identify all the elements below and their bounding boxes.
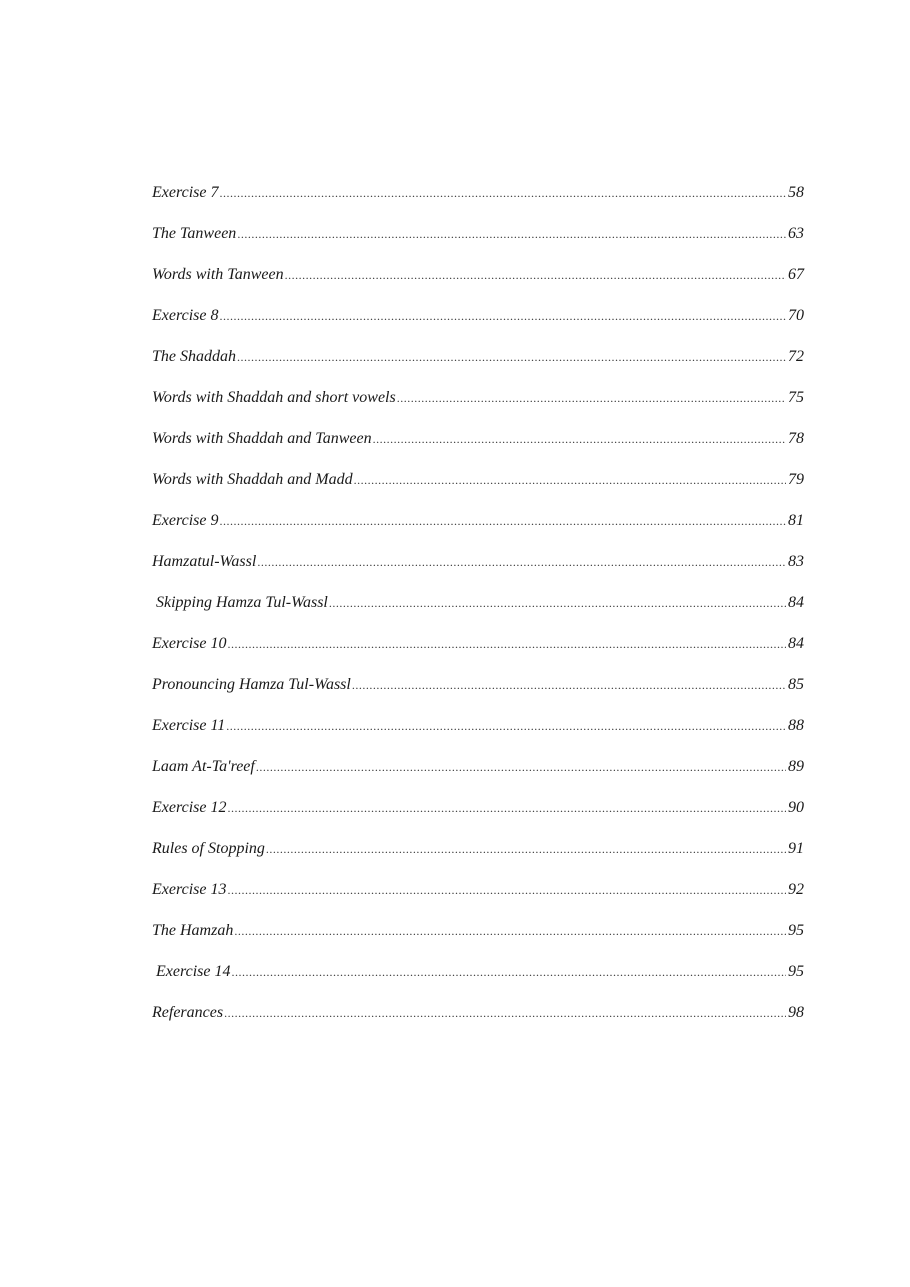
toc-entry-page: 70 (788, 307, 804, 324)
toc-dot-leader (227, 878, 786, 902)
toc-dot-leader (285, 263, 786, 287)
toc-entry-title: Exercise 7 (152, 184, 219, 201)
toc-entry-page: 95 (788, 963, 804, 980)
toc-entry[interactable] (152, 345, 804, 386)
toc-entry[interactable] (152, 386, 804, 427)
toc-dot-leader (231, 960, 786, 984)
toc-entry-page: 79 (788, 471, 804, 488)
toc-dot-leader (219, 181, 786, 205)
toc-entry-title: Referances (152, 1004, 224, 1021)
toc-entry[interactable] (152, 427, 804, 468)
toc-entry-page: 92 (788, 881, 804, 898)
toc-entry-page: 85 (788, 676, 804, 693)
toc-dot-leader (266, 837, 786, 861)
toc-entry[interactable] (152, 673, 804, 714)
toc-dot-leader (256, 755, 786, 779)
toc-entry[interactable] (152, 755, 804, 796)
toc-entry-title: Exercise 11 (152, 717, 226, 734)
toc-dot-leader (227, 632, 786, 656)
toc-entry[interactable] (152, 714, 804, 755)
toc-dot-leader (354, 468, 786, 492)
toc-entry[interactable] (152, 837, 804, 878)
toc-entry[interactable] (152, 181, 804, 222)
toc-entry[interactable] (152, 263, 804, 304)
toc-dot-leader (227, 796, 786, 820)
toc-dot-leader (226, 714, 786, 738)
toc-entry[interactable] (152, 550, 804, 591)
toc-dot-leader (219, 304, 786, 328)
toc-entry-page: 84 (788, 594, 804, 611)
toc-dot-leader (352, 673, 786, 697)
toc-entry-page: 67 (788, 266, 804, 283)
toc-entry-title: Words with Shaddah and short vowels (152, 389, 396, 406)
toc-dot-leader (329, 591, 786, 615)
toc-entry-page: 75 (788, 389, 804, 406)
toc-entry[interactable] (152, 919, 804, 960)
toc-entry-page: 83 (788, 553, 804, 570)
toc-entry-page: 72 (788, 348, 804, 365)
toc-entry-title: Words with Shaddah and Madd (152, 471, 353, 488)
table-of-contents (152, 181, 804, 1042)
toc-entry-title: The Tanween (152, 225, 237, 242)
toc-entry[interactable] (152, 591, 804, 632)
toc-entry-title: Exercise 13 (152, 881, 227, 898)
toc-dot-leader (224, 1001, 786, 1025)
toc-dot-leader (257, 550, 786, 574)
toc-entry-title: Exercise 10 (152, 635, 227, 652)
toc-entry-title: Words with Shaddah and Tanween (152, 430, 372, 447)
toc-dot-leader (397, 386, 786, 410)
toc-dot-leader (219, 509, 786, 533)
toc-entry-title: Exercise 14 (156, 963, 231, 980)
toc-entry-page: 84 (788, 635, 804, 652)
toc-entry-page: 91 (788, 840, 804, 857)
toc-dot-leader (373, 427, 786, 451)
toc-entry[interactable] (152, 1001, 804, 1042)
toc-entry-page: 81 (788, 512, 804, 529)
toc-entry-page: 78 (788, 430, 804, 447)
toc-entry-page: 58 (788, 184, 804, 201)
toc-entry-title: Words with Tanween (152, 266, 284, 283)
toc-entry-title: The Hamzah (152, 922, 234, 939)
toc-entry[interactable] (152, 632, 804, 673)
toc-entry-page: 88 (788, 717, 804, 734)
toc-entry[interactable] (152, 304, 804, 345)
toc-entry[interactable] (152, 222, 804, 263)
toc-entry[interactable] (152, 878, 804, 919)
toc-entry[interactable] (152, 509, 804, 550)
toc-entry-title: Exercise 8 (152, 307, 219, 324)
toc-entry[interactable] (152, 960, 804, 1001)
toc-entry-title: Exercise 12 (152, 799, 227, 816)
toc-entry[interactable] (152, 796, 804, 837)
toc-entry-page: 95 (788, 922, 804, 939)
toc-dot-leader (234, 919, 786, 943)
toc-dot-leader (237, 222, 786, 246)
toc-entry-title: Pronouncing Hamza Tul-Wassl (152, 676, 351, 693)
toc-entry-title: Rules of Stopping (152, 840, 265, 857)
toc-entry-title: Skipping Hamza Tul-Wassl (156, 594, 328, 611)
toc-entry-title: The Shaddah (152, 348, 236, 365)
toc-entry-page: 98 (788, 1004, 804, 1021)
toc-entry-page: 63 (788, 225, 804, 242)
toc-entry-page: 89 (788, 758, 804, 775)
toc-entry-title: Exercise 9 (152, 512, 219, 529)
toc-entry-title: Hamzatul-Wassl (152, 553, 257, 570)
toc-entry-page: 90 (788, 799, 804, 816)
toc-entry-title: Laam At-Ta'reef (152, 758, 255, 775)
toc-dot-leader (237, 345, 786, 369)
toc-entry[interactable] (152, 468, 804, 509)
